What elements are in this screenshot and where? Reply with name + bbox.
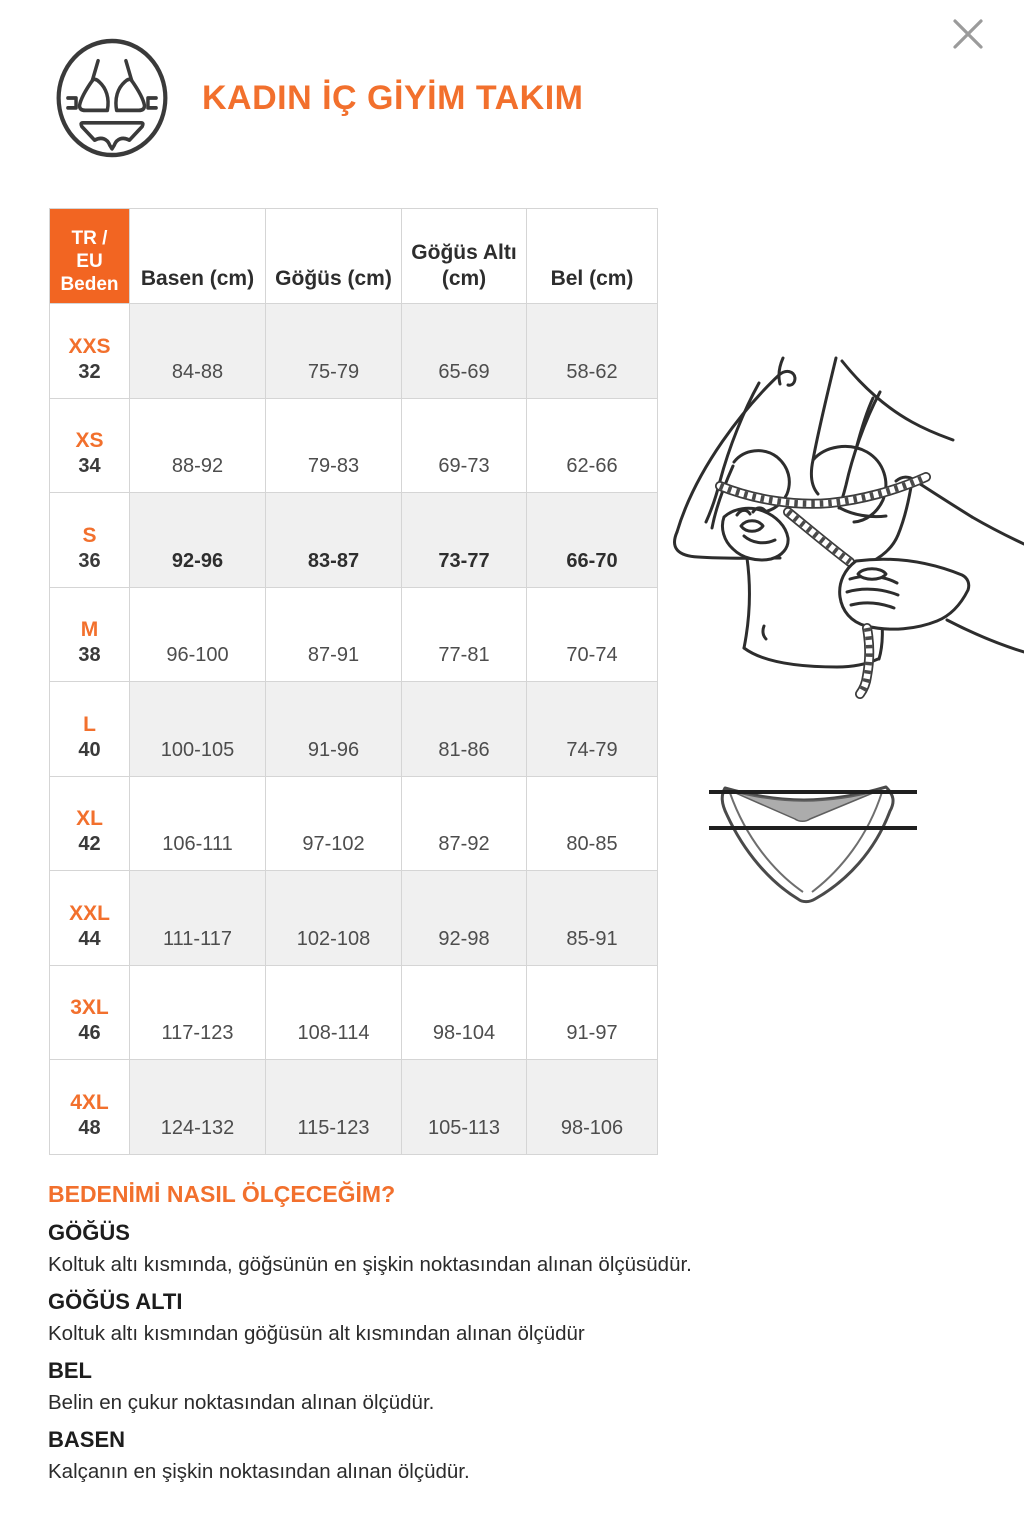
measurement-cell: 92-96 [129,493,265,587]
measurement-cell: 102-108 [265,871,401,965]
measure-term: BEL [48,1358,92,1383]
column-header: Basen (cm) [129,209,265,303]
bikini-icon [54,36,170,160]
size-cell: XS 34 [50,399,129,493]
table-row [50,870,657,965]
measure-description: Belin en çukur noktasından alınan ölçüdür. [48,1391,435,1414]
measurement-cell: 75-79 [265,304,401,398]
measurement-cell: 73-77 [401,493,526,587]
measurement-cell: 91-97 [526,966,657,1060]
size-cell: 4XL 48 [50,1060,129,1154]
measurement-cell: 88-92 [129,399,265,493]
measurement-cell: 108-114 [265,966,401,1060]
measure-guide [48,1180,828,1484]
measurement-cell: 97-102 [265,777,401,871]
measurement-cell: 84-88 [129,304,265,398]
measurement-cell: 79-83 [265,399,401,493]
size-cell: S 36 [50,493,129,587]
measurement-cell: 105-113 [401,1060,526,1154]
size-cell: M 38 [50,588,129,682]
measurement-cell: 81-86 [401,682,526,776]
measurement-cell: 85-91 [526,871,657,965]
left-hand [722,508,788,560]
measurement-cell: 91-96 [265,682,401,776]
table-row [50,681,657,776]
measurement-cell: 115-123 [265,1060,401,1154]
measurement-cell: 124-132 [129,1060,265,1154]
measurement-cell: 58-62 [526,304,657,398]
table-row [50,303,657,398]
table-row [50,965,657,1060]
measurement-cell: 62-66 [526,399,657,493]
measurement-cell: 111-117 [129,871,265,965]
table-row [50,587,657,682]
measurement-cell: 96-100 [129,588,265,682]
table-row [50,776,657,871]
measure-description: Koltuk altı kısmından göğüsün alt kısmından alınan ölçüdür [48,1322,585,1345]
measurement-cell: 106-111 [129,777,265,871]
measurement-cell: 69-73 [401,399,526,493]
measurement-cell: 77-81 [401,588,526,682]
close-button[interactable] [946,12,990,56]
measurement-cell: 87-92 [401,777,526,871]
measurement-cell: 98-104 [401,966,526,1060]
table-header-row [50,209,657,303]
measurement-cell: 70-74 [526,588,657,682]
table-row [50,398,657,493]
column-header: Göğüs Altı (cm) [401,209,526,303]
measure-term: BASEN [48,1427,126,1452]
bust-measurement-illustration [650,350,1024,702]
measurement-cell: 80-85 [526,777,657,871]
size-table [49,208,658,1155]
measure-description: Kalçanın en şişkin noktasından alınan ölçüdür. [48,1460,470,1483]
header [54,36,583,160]
close-icon [951,17,985,51]
measurement-cell: 66-70 [526,493,657,587]
measurement-cell: 87-91 [265,588,401,682]
measure-term: GÖĞÜS [48,1220,130,1245]
column-header: Bel (cm) [526,209,657,303]
column-header: Göğüs (cm) [265,209,401,303]
measurement-cell: 92-98 [401,871,526,965]
right-hand [840,559,969,629]
measurement-cell: 100-105 [129,682,265,776]
size-cell: L 40 [50,682,129,776]
page-title: KADIN İÇ GİYİM TAKIM [202,78,584,117]
measurement-cell: 74-79 [526,682,657,776]
measurement-cell: 117-123 [129,966,265,1060]
measurement-cell: 98-106 [526,1060,657,1154]
size-cell: XL 42 [50,777,129,871]
measure-term: GÖĞÜS ALTI [48,1289,183,1314]
table-corner-cell: TR / EU Beden [50,209,129,303]
measure-description: Koltuk altı kısmında, göğsünün en şişkin noktasından alınan ölçüsüdür. [48,1253,692,1276]
size-cell: XXS 32 [50,304,129,398]
table-row [50,492,657,587]
size-cell: 3XL 46 [50,966,129,1060]
measure-guide-title: BEDENİMİ NASIL ÖLÇECEĞİM? [48,1181,396,1207]
measure-guide-list [48,1220,828,1484]
measurement-cell: 83-87 [265,493,401,587]
size-cell: XXL 44 [50,871,129,965]
table-row [50,1059,657,1154]
measurement-cell: 65-69 [401,304,526,398]
hip-measurement-illustration [698,768,928,913]
